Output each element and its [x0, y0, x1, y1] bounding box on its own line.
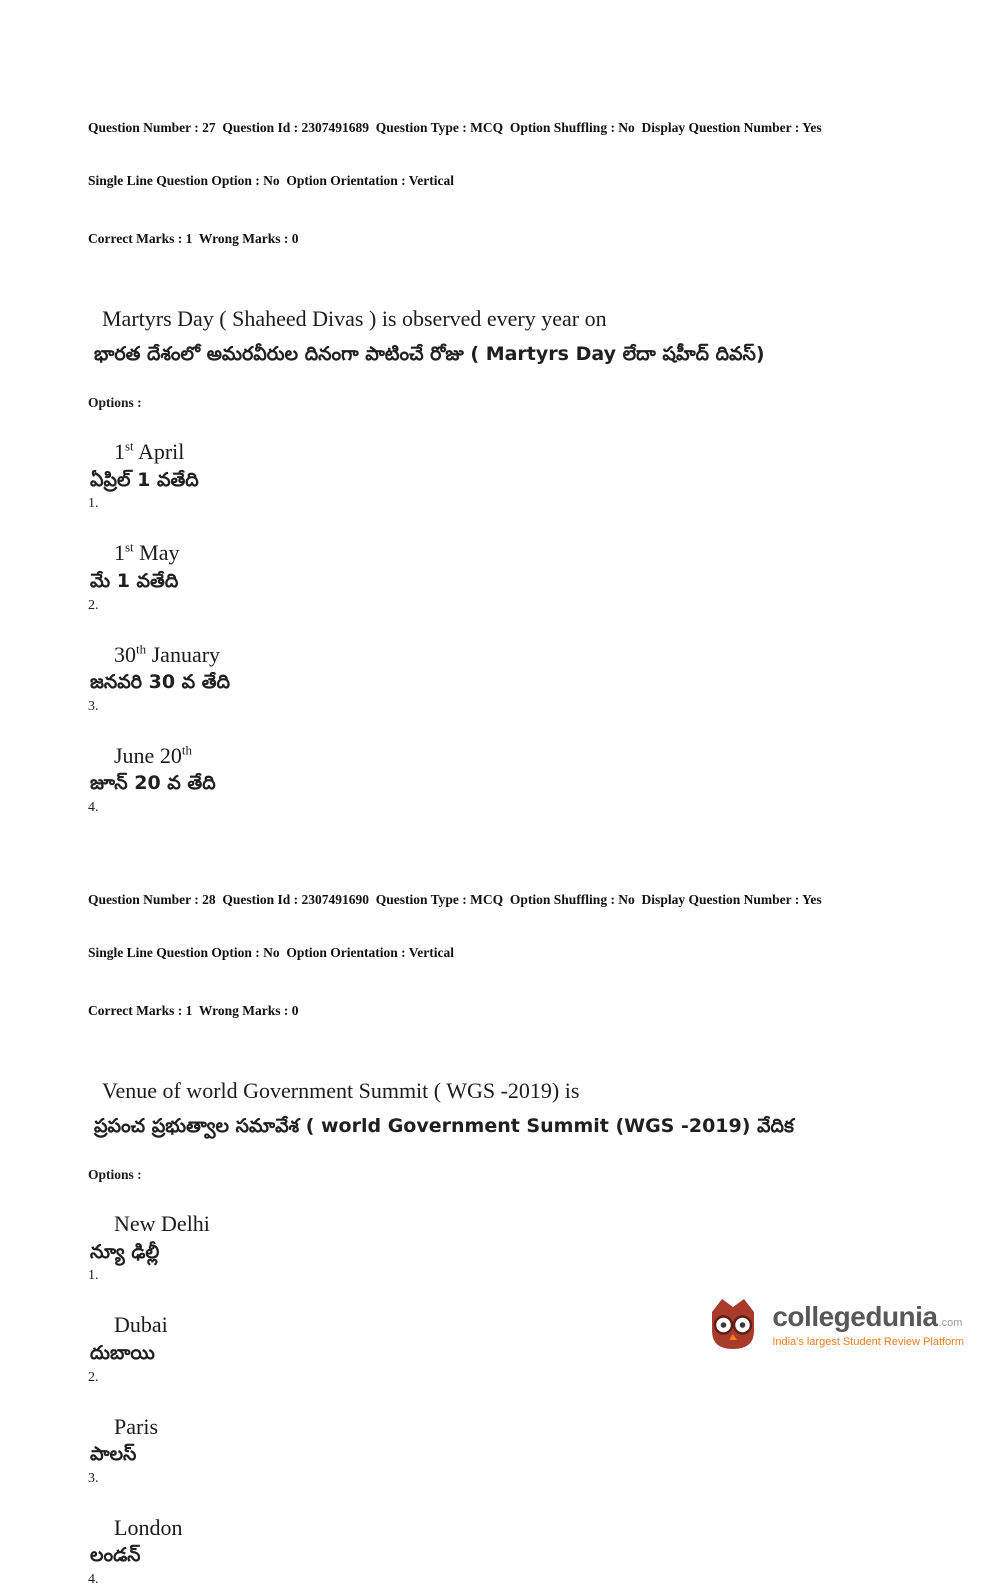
option-text-part: May	[133, 540, 180, 566]
question-text-telugu: భారత దేశంలో అమరవీరుల దినంగా పాటించే రోజు ( Martyrs Day లేదా షహీద్ దివస్)	[94, 342, 765, 365]
option-number: 3.	[88, 698, 99, 714]
options-label: Options :	[88, 1167, 142, 1183]
question-text-telugu: ప్రపంచ ప్రభుత్వాల సమావేశ ( world Government Summit (WGS -2019) వేదిక	[94, 1114, 794, 1137]
option-text-english	[114, 438, 940, 466]
option-number: 1.	[88, 496, 99, 512]
option-text-english	[114, 1210, 940, 1238]
option-text-telugu: దుబాయి	[90, 1341, 155, 1364]
option-text-english	[114, 539, 940, 567]
option-text-part: April	[133, 439, 185, 465]
option-item	[88, 742, 940, 816]
option-number: 2.	[88, 597, 99, 613]
option-text-english	[114, 641, 940, 669]
option-text-telugu: జనవరి 30 వ తేది	[90, 671, 230, 694]
option-number: 2.	[88, 1369, 99, 1385]
question-meta-line: Question Number : 27 Question Id : 2307491689 Question Type : MCQ Option Shuffling : No Display Question Number : Yes	[88, 120, 822, 136]
option-text-part: Paris	[114, 1413, 158, 1439]
owl-icon	[706, 1295, 760, 1353]
option-text-telugu: మే 1 వతేది	[90, 569, 179, 592]
ordinal-suffix: th	[181, 742, 192, 758]
brand-text	[772, 1301, 964, 1348]
question-meta	[88, 856, 940, 1055]
brand-suffix: .com	[938, 1316, 963, 1329]
option-text-part: January	[146, 641, 221, 667]
question-meta	[88, 84, 940, 283]
option-text-telugu: న్యూ ఢిల్లీ	[90, 1240, 160, 1263]
brand-name: collegedunia	[772, 1300, 938, 1332]
option-item	[88, 641, 940, 715]
ordinal-suffix: st	[125, 540, 134, 556]
option-text-telugu: జూన్ 20 వ తేది	[90, 772, 216, 795]
question-meta-line: Correct Marks : 1 Wrong Marks : 0	[88, 231, 299, 247]
question-text-english: Martyrs Day ( Shaheed Divas ) is observed every year on	[102, 306, 607, 332]
option-number: 4.	[88, 800, 99, 815]
brand-tagline: India's largest Student Review Platform	[772, 1335, 964, 1348]
option-number: 4.	[88, 1572, 99, 1587]
option-text-part: London	[114, 1514, 183, 1540]
question-text-english: Venue of world Government Summit ( WGS -2019) is	[102, 1078, 580, 1104]
option-text-part: 30	[114, 641, 136, 667]
option-text-part: 1	[114, 439, 125, 465]
question-meta-line: Question Number : 28 Question Id : 2307491690 Question Type : MCQ Option Shuffling : No Display Question Number : Yes	[88, 892, 822, 908]
option-item	[88, 1413, 940, 1487]
option-text-telugu: లండన్	[90, 1544, 141, 1567]
collegedunia-logo[interactable]	[706, 1295, 964, 1353]
option-number: 3.	[88, 1470, 99, 1486]
option-text-english	[114, 1514, 940, 1542]
option-number: 1.	[88, 1268, 99, 1284]
question-block-28	[88, 856, 940, 1588]
option-text-part: Dubai	[114, 1312, 168, 1338]
question-meta-line: Correct Marks : 1 Wrong Marks : 0	[88, 1003, 299, 1019]
option-text-part: 1	[114, 540, 125, 566]
option-text-part: New Delhi	[114, 1211, 210, 1237]
option-text-english	[114, 742, 940, 770]
options-label: Options :	[88, 395, 142, 411]
option-text-english	[114, 1413, 940, 1441]
option-text-part: June 20	[114, 742, 182, 768]
option-item	[88, 1210, 940, 1284]
option-item	[88, 1514, 940, 1588]
question-block-27	[88, 84, 940, 816]
option-text-telugu: పాలస్	[90, 1443, 137, 1466]
ordinal-suffix: st	[125, 438, 134, 454]
option-item	[88, 438, 940, 512]
option-text-telugu: ఏప్రిల్ 1 వతేది	[90, 468, 199, 491]
question-meta-line: Single Line Question Option : No Option Orientation : Vertical	[88, 172, 455, 188]
question-meta-line: Single Line Question Option : No Option Orientation : Vertical	[88, 944, 455, 960]
option-item	[88, 539, 940, 613]
ordinal-suffix: th	[136, 641, 147, 657]
brand-line	[772, 1301, 964, 1333]
